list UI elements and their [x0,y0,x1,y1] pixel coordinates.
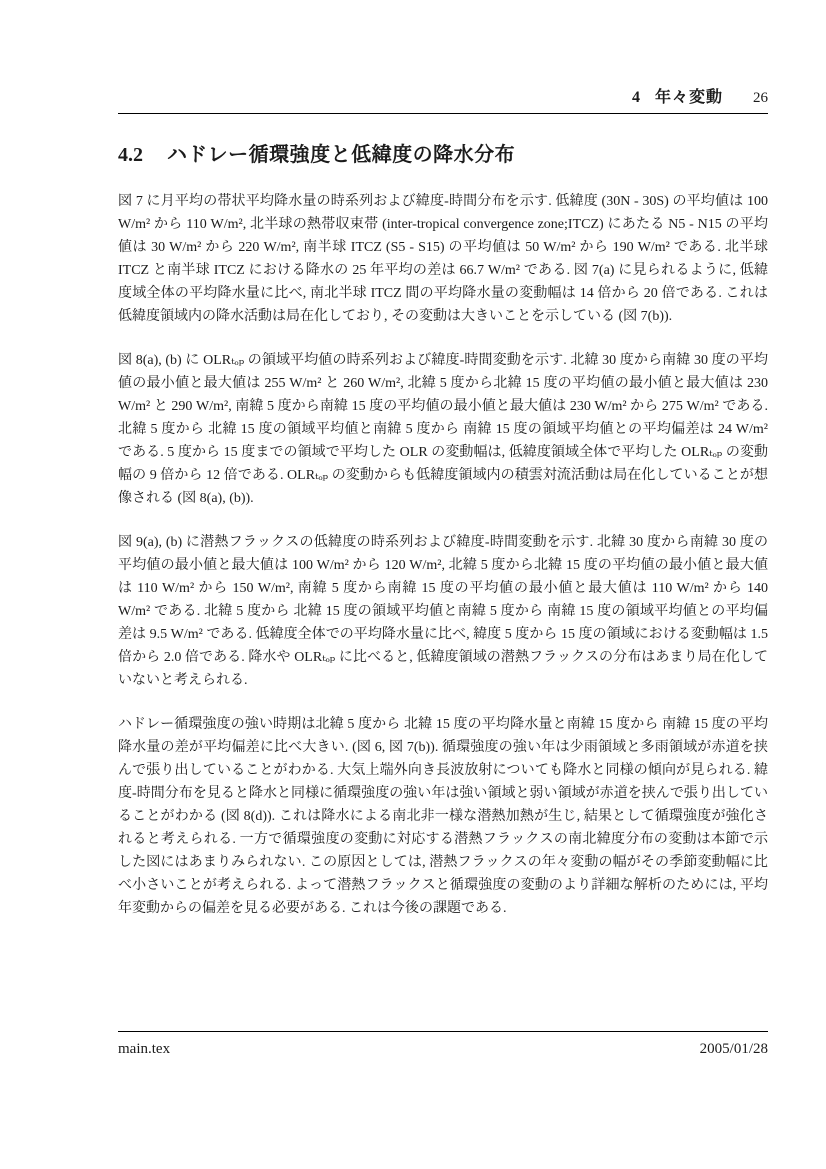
paragraph-latent-heat-flux: 図 9(a), (b) に潜熱フラックスの低緯度の時系列および緯度-時間変動を示す. 北緯 30 度から南緯 30 度の平均値の最小値と最大値は 100 W/m² から 120 W/m², 北緯 5 度から北緯 15 度の平均値の最小値と最大値は 110 W/m² から 150 W/m², 南緯 5 度から南緯 15 度の平均値の最小値と最大値は 110 W/m² から 140 W/m² である. 北緯 5 度から 北緯 15 度の領域平均値と南緯 5 度から 南緯 15 度の領域平均値との平均偏差は 9.5 W/m² である. 低緯度全体での平均降水量に比べ, 緯度 5 度から 15 度の領域における変動幅は 1.5 倍から 2.0 倍である. 降水や OLRₜₒₚ に比べると, 低緯度領域の潜熱フラックスの分布はあまり局在化していないと考えられる. [118,535,768,688]
section-heading-number: 4.2 [118,144,143,166]
page-footer [118,1031,768,1058]
section-heading-title: ハドレー循環強度と低緯度の降水分布 [167,144,516,166]
paragraph-olr: 図 8(a), (b) に OLRₜₒₚ の領域平均値の時系列および緯度-時間変動を示す. 北緯 30 度から南緯 30 度の平均値の最小値と最大値は 255 W/m² と 260 W/m², 北緯 5 度から北緯 15 度の平均値の最小値と最大値は 230 W/m² と 290 W/m², 南緯 5 度から南緯 15 度の平均値の最小値と最大値は 230 W/m² から 275 W/m² である. 北緯 5 度から 北緯 15 度の領域平均値と南緯 5 度から 南緯 15 度の領域平均値との平均偏差は 24 W/m² である. 5 度から 15 度までの領域で平均した OLR の変動幅は, 低緯度領域全体で平均した OLRₜₒₚ の変動幅の 9 倍から 12 倍である. OLRₜₒₚ の変動からも低緯度領域内の積雲対流活動は局在化していることが想像される (図 8(a), (b)). [118,353,768,506]
header-section-number: 4 [631,89,641,106]
header-section-title: 年々変動 [654,89,723,106]
footer-date: 2005/01/28 [699,1041,768,1057]
page-header [118,84,768,114]
paragraph-hadley-circulation: ハドレー循環強度の強い時期は北緯 5 度から 北緯 15 度の平均降水量と南緯 15 度から 南緯 15 度の平均降水量の差が平均偏差に比べ大きい. (図 6, 図 7(b)). 循環強度の強い年は少雨領域と多雨領域が赤道を挟んで張り出していることがわかる. 大気上端外向き長波放射についても降水と同様の傾向が見られる. 緯度-時間分布を見ると降水と同様に循環強度の強い年は強い領域と弱い領域が赤道を挟んで張り出していることがわかる (図 8(d)). これは降水による南北非一様な潜熱加熱が生じ, 結果として循環強度が強化されると考えられる. 一方で循環強度の変動に対応する潜熱フラックスの南北緯度分布の変動は本節で示した図にはあまりみられない. この原因としては, 潜熱フラックスの年々変動の幅がその季節変動幅に比べ小さいことが考えられる. よって潜熱フラックスと循環強度の変動のより詳細な解析のためには, 平均年変動からの偏差を見る必要がある. これは今後の課題である. [118,717,768,916]
header-page-number: 26 [753,90,768,106]
paragraph-precipitation: 図 7 に月平均の帯状平均降水量の時系列および緯度-時間分布を示す. 低緯度 (30N - 30S) の平均値は 100 W/m² から 110 W/m², 北半球の熱帯収束帯 (inter-tropical convergence zone;ITCZ) にあたる N5 - N15 の平均値は 30 W/m² から 220 W/m², 南半球 ITCZ (S5 - S15) の平均値は 50 W/m² から 190 W/m² である. 北半球 ITCZ と南半球 ITCZ における降水の 25 年平均の差は 66.7 W/m² である. 図 7(a) に見られるように, 低緯度域全体の平均降水量に比べ, 南北半球 ITCZ 間の平均降水量の変動幅は 14 倍から 20 倍である. これは低緯度領域内の降水活動は局在化しており, その変動は大きいことを示している (図 7(b)). [118,194,768,324]
section-heading [118,138,768,167]
header-running-title [632,84,723,107]
footer-filename: main.tex [118,1041,171,1057]
body-text [118,190,768,941]
